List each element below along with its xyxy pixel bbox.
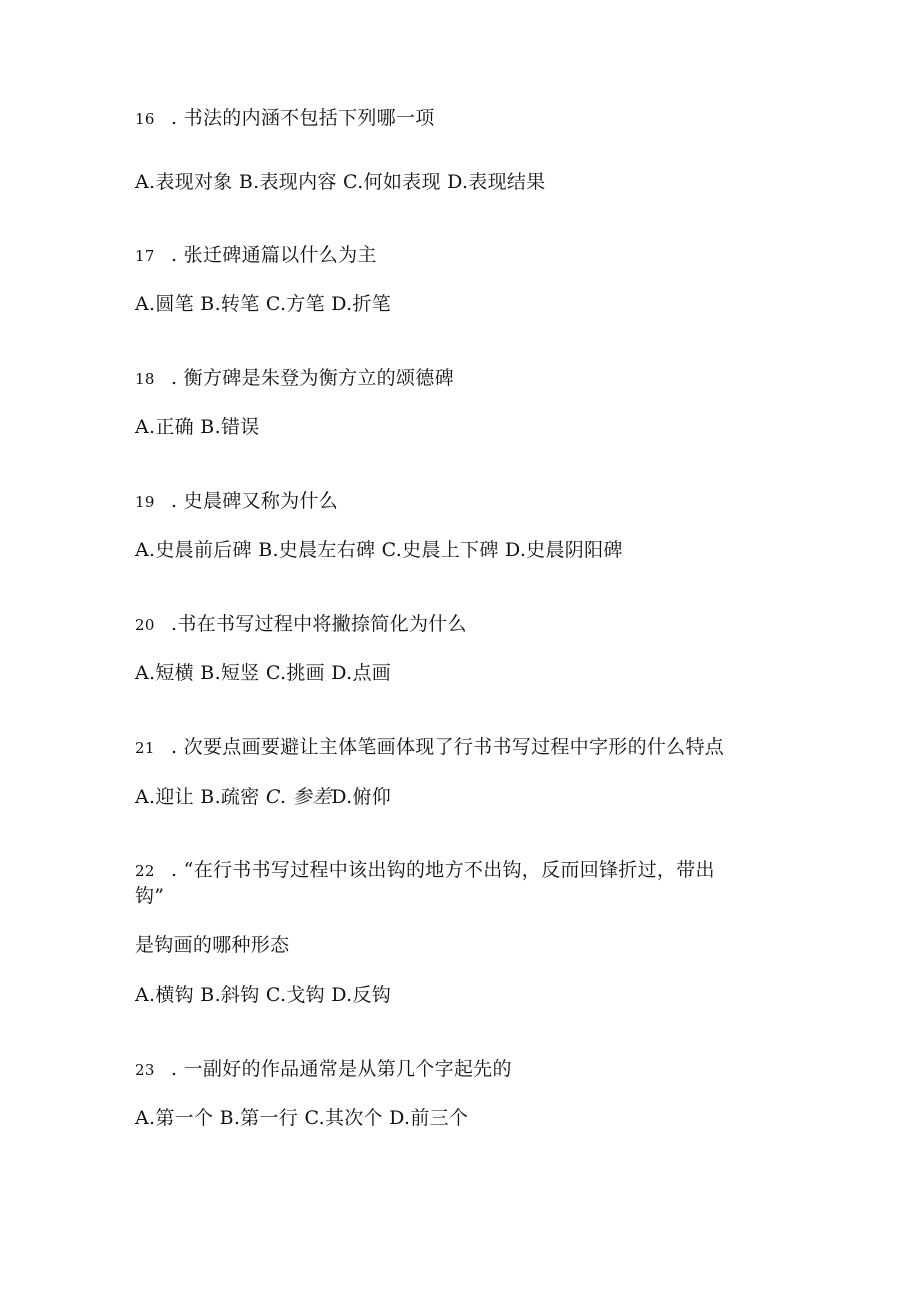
option-c: C. 参差 [265, 786, 332, 808]
question-number: 20 [135, 616, 155, 634]
question-text: . 史晨碑又称为什么 [171, 490, 339, 512]
question-22 [135, 858, 715, 883]
question-number: 23 [135, 1061, 155, 1079]
question-number: 22 [135, 862, 155, 880]
question-22-stem: 是钩画的哪种形态 [135, 934, 290, 956]
question-text-line1: . “在行书书写过程中该出钩的地方不出钩，反而回锋折过，带出 [171, 859, 715, 881]
option-d: D.俯仰 [331, 786, 392, 808]
question-text: . 书法的内涵不包括下列哪一项 [171, 107, 435, 129]
question-18 [135, 366, 454, 391]
question-number: 21 [135, 739, 155, 757]
question-23 [135, 1057, 512, 1082]
question-22-options: A.横钩 B.斜钩 C.戈钩 D.反钩 [135, 984, 392, 1006]
question-18-options: A.正确 B.错误 [135, 416, 260, 438]
question-number: 19 [135, 493, 155, 511]
question-number: 18 [135, 370, 155, 388]
question-text: . 衡方碑是朱登为衡方立的颂德碑 [171, 367, 454, 389]
question-20 [135, 612, 467, 637]
options-ab: A.迎让 B.疏密 [135, 786, 266, 808]
question-text: .书在书写过程中将撇捺简化为什么 [171, 613, 467, 635]
question-16 [135, 106, 435, 131]
question-17 [135, 243, 377, 268]
question-number: 16 [135, 110, 155, 128]
question-19-options: A.史晨前后碑 B.史晨左右碑 C.史晨上下碑 D.史晨阴阳碑 [135, 539, 623, 561]
question-text: . 张迁碑通篇以什么为主 [171, 244, 377, 266]
question-17-options: A.圆笔 B.转笔 C.方笔 D.折笔 [135, 293, 392, 315]
question-text: . 次要点画要避让主体笔画体现了行书书写过程中字形的什么特点 [171, 736, 725, 758]
question-22-continuation: 钩” [135, 885, 165, 907]
question-20-options: A.短横 B.短竖 C.挑画 D.点画 [135, 662, 392, 684]
question-number: 17 [135, 247, 155, 265]
question-21 [135, 735, 724, 760]
question-text: . 一副好的作品通常是从第几个字起先的 [171, 1058, 512, 1080]
question-19 [135, 489, 338, 514]
question-16-options: A.表现对象 B.表现内容 C.何如表现 D.表现结果 [135, 171, 546, 193]
question-23-options: A.第一个 B.第一行 C.其次个 D.前三个 [135, 1107, 469, 1129]
question-21-options [135, 785, 391, 809]
